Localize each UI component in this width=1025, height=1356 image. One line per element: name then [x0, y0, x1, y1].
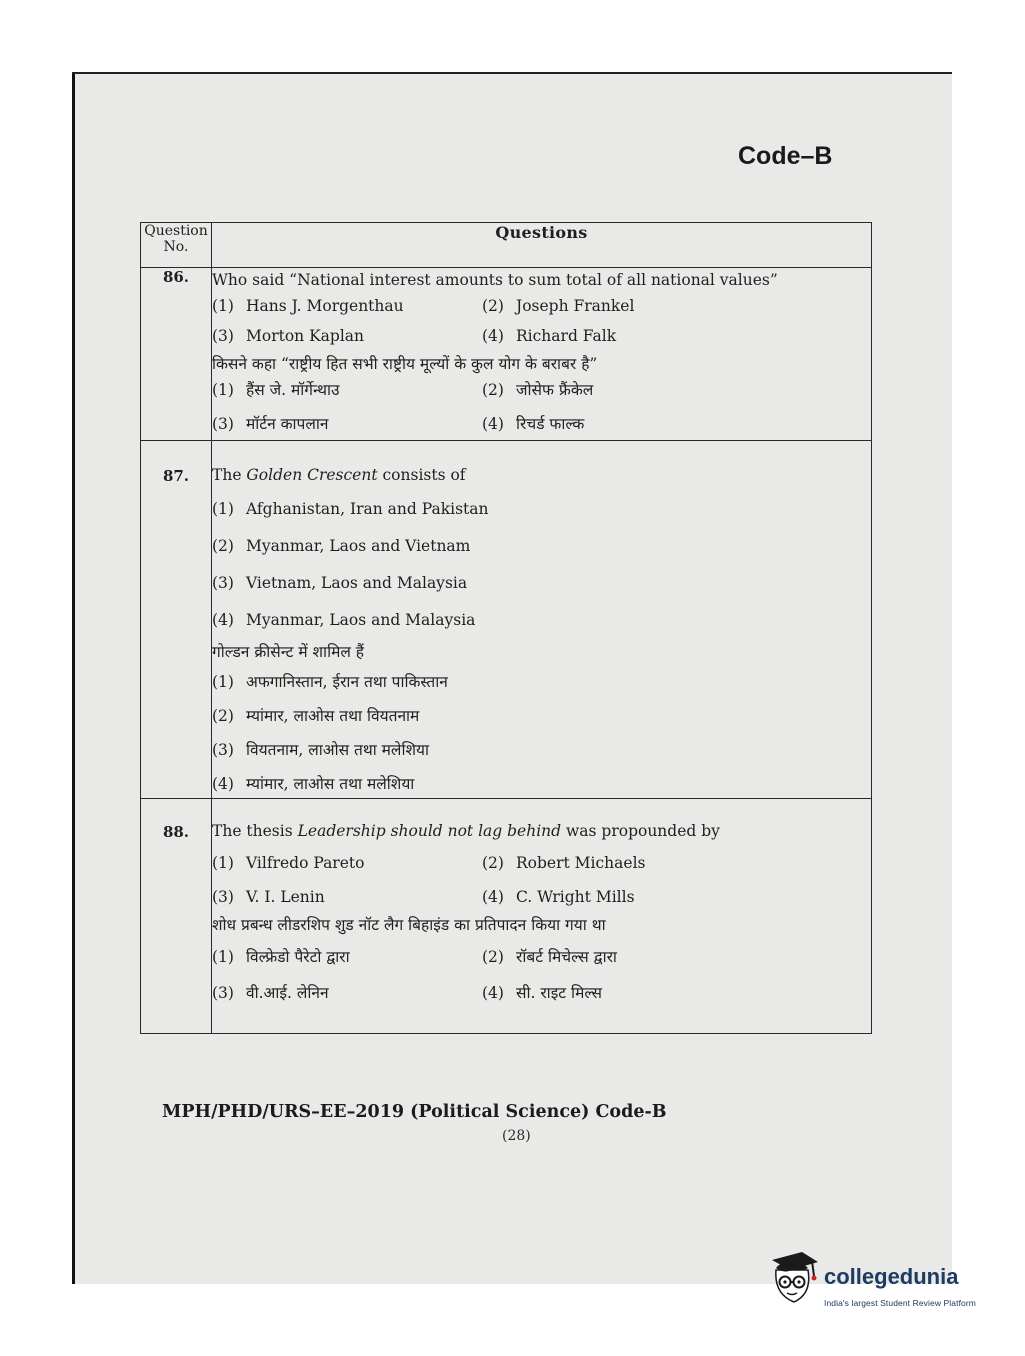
page-number: (28) — [502, 1128, 531, 1144]
option: (3) Morton Kaplan — [212, 327, 365, 345]
option: (4) म्यांमार, लाओस तथा मलेशिया — [212, 775, 415, 793]
column-header-question-no: Question No. — [141, 223, 212, 268]
question-text-hi: किसने कहा “राष्ट्रीय हित सभी राष्ट्रीय मूल्यों के कुल योग के बराबर है” — [212, 355, 598, 373]
option: (2) Myanmar, Laos and Vietnam — [212, 537, 471, 555]
paper-code: Code–B — [738, 142, 833, 170]
question-number: 88. — [141, 799, 212, 1034]
option: (2) म्यांमार, लाओस तथा वियतनाम — [212, 707, 420, 725]
option: (2) जोसेफ फ्रैंकेल — [482, 381, 594, 399]
exam-footer-title: MPH/PHD/URS–EE–2019 (Political Science) Code-B — [162, 1102, 667, 1122]
logo-tagline: India's largest Student Review Platform — [824, 1298, 976, 1308]
question-row-87 — [141, 441, 872, 799]
question-number: 87. — [141, 441, 212, 799]
collegedunia-logo[interactable] — [768, 1250, 998, 1320]
question-text-hi: गोल्डन क्रीसेन्ट में शामिल हैं — [212, 643, 365, 661]
option: (3) Vietnam, Laos and Malaysia — [212, 574, 468, 592]
option: (3) वियतनाम, लाओस तथा मलेशिया — [212, 741, 430, 759]
option: (2) Joseph Frankel — [482, 297, 635, 315]
table-header-row — [141, 223, 872, 268]
question-row-86 — [141, 268, 872, 441]
question-table — [140, 222, 872, 1034]
option: (4) रिचर्ड फाल्क — [482, 415, 585, 433]
mascot-icon — [768, 1250, 822, 1310]
option: (2) Robert Michaels — [482, 854, 646, 872]
question-text-en: Who said “National interest amounts to sum total of all national values” — [212, 271, 778, 289]
options-hi — [212, 380, 871, 434]
option: (1) Hans J. Morgenthau — [212, 297, 404, 315]
option: (4) सी. राइट मिल्स — [482, 984, 602, 1002]
scan-border-left — [72, 72, 75, 1284]
question-number: 86. — [141, 268, 212, 441]
question-text-en: The Golden Crescent consists of — [212, 466, 466, 484]
option: (3) V. I. Lenin — [212, 888, 325, 906]
option: (3) मॉर्टन कापलान — [212, 415, 329, 433]
options-hi — [212, 672, 871, 794]
question-body — [212, 799, 872, 1034]
option: (1) विल्फ्रेडो पैरेटो द्वारा — [212, 948, 350, 966]
option: (1) हैंस जे. मॉर्गेन्थाउ — [212, 381, 340, 399]
option: (1) अफगानिस्तान, ईरान तथा पाकिस्तान — [212, 673, 448, 691]
options-hi — [212, 947, 871, 1003]
option: (1) Afghanistan, Iran and Pakistan — [212, 500, 489, 518]
option: (4) C. Wright Mills — [482, 888, 635, 906]
options-en — [212, 499, 871, 630]
option: (4) Richard Falk — [482, 327, 617, 345]
options-en — [212, 296, 871, 346]
option: (3) वी.आई. लेनिन — [212, 984, 329, 1002]
logo-wordmark: collegedunia — [824, 1264, 959, 1289]
question-text-en: The thesis Leadership should not lag behind was propounded by — [212, 822, 720, 840]
option: (4) Myanmar, Laos and Malaysia — [212, 611, 476, 629]
option: (1) Vilfredo Pareto — [212, 854, 365, 872]
question-text-hi: शोध प्रबन्ध लीडरशिप शुड नॉट लैग बिहाइंड का प्रतिपादन किया गया था — [212, 916, 606, 934]
scan-border-top — [72, 72, 952, 74]
option: (2) रॉबर्ट मिचेल्स द्वारा — [482, 948, 617, 966]
options-en — [212, 853, 871, 907]
question-body — [212, 268, 872, 441]
question-body — [212, 441, 872, 799]
question-row-88 — [141, 799, 872, 1034]
column-header-questions: Questions — [212, 223, 872, 268]
